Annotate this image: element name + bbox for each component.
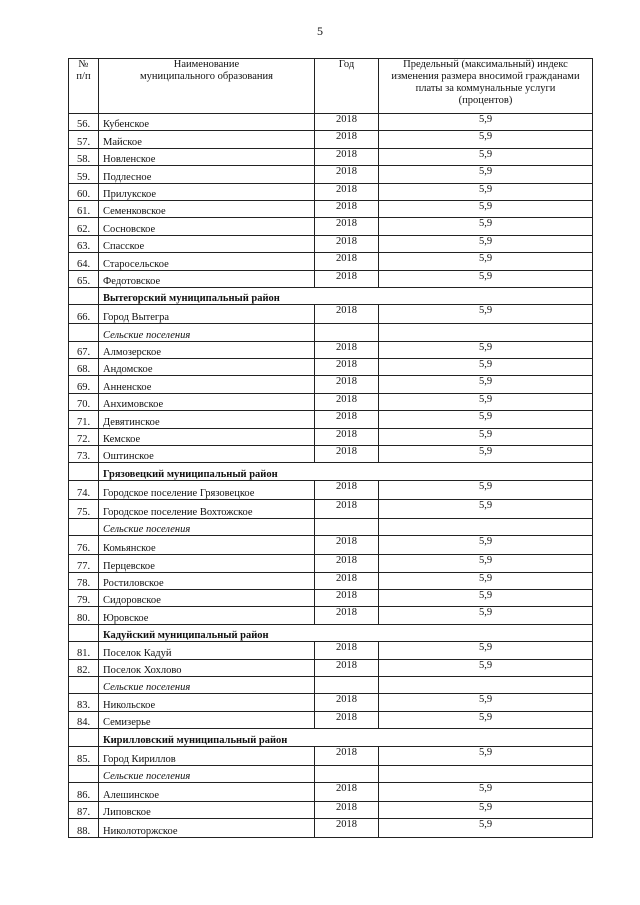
row-year: 2018 [315, 114, 379, 131]
table-row [69, 711, 593, 728]
table-row [69, 341, 593, 358]
row-number: 76. [69, 536, 99, 555]
row-name: Город Вытегра [99, 305, 315, 324]
row-index: 5,9 [379, 589, 593, 606]
row-year-empty [315, 324, 379, 341]
col-header-number [69, 59, 99, 114]
row-year: 2018 [315, 218, 379, 235]
row-year: 2018 [315, 148, 379, 165]
row-year: 2018 [315, 819, 379, 838]
row-index: 5,9 [379, 166, 593, 183]
district-heading-row [69, 624, 593, 641]
row-year: 2018 [315, 589, 379, 606]
row-name: Никольское [99, 694, 315, 711]
table-row [69, 428, 593, 445]
row-number-empty [69, 287, 99, 304]
row-number: 88. [69, 819, 99, 838]
row-number: 72. [69, 428, 99, 445]
table-row [69, 148, 593, 165]
row-number: 86. [69, 782, 99, 801]
subgroup-name: Сельские поселения [99, 518, 315, 535]
row-name: Город Кириллов [99, 746, 315, 765]
table-row [69, 694, 593, 711]
table-row [69, 499, 593, 518]
table-row [69, 536, 593, 555]
table-row [69, 359, 593, 376]
row-name: Николоторжское [99, 819, 315, 838]
row-index: 5,9 [379, 305, 593, 324]
row-year-empty [315, 765, 379, 782]
row-number: 85. [69, 746, 99, 765]
row-index-empty [379, 518, 593, 535]
row-index: 5,9 [379, 114, 593, 131]
table-row [69, 572, 593, 589]
table-row [69, 270, 593, 287]
row-name: Ростиловское [99, 572, 315, 589]
row-name: Спасское [99, 235, 315, 252]
row-year: 2018 [315, 183, 379, 200]
row-index: 5,9 [379, 694, 593, 711]
row-name: Семенковское [99, 200, 315, 217]
row-name: Поселок Кадуй [99, 642, 315, 659]
row-index: 5,9 [379, 200, 593, 217]
subgroup-name: Сельские поселения [99, 324, 315, 341]
row-number: 81. [69, 642, 99, 659]
row-name: Кубенское [99, 114, 315, 131]
row-name: Поселок Хохлово [99, 659, 315, 676]
table-header [69, 59, 593, 114]
row-year: 2018 [315, 305, 379, 324]
row-name: Майское [99, 131, 315, 148]
table-row [69, 480, 593, 499]
row-year: 2018 [315, 411, 379, 428]
row-year: 2018 [315, 428, 379, 445]
col-header-name-text: Наименование муниципального образования [140, 59, 273, 82]
row-number: 75. [69, 499, 99, 518]
row-number: 59. [69, 166, 99, 183]
row-year: 2018 [315, 131, 379, 148]
row-year: 2018 [315, 341, 379, 358]
row-index: 5,9 [379, 642, 593, 659]
row-name: Новленское [99, 148, 315, 165]
row-name: Кемское [99, 428, 315, 445]
row-number: 62. [69, 218, 99, 235]
row-year-empty [315, 518, 379, 535]
table-row [69, 183, 593, 200]
row-year: 2018 [315, 801, 379, 818]
table-row [69, 305, 593, 324]
row-index: 5,9 [379, 376, 593, 393]
row-year: 2018 [315, 376, 379, 393]
table-row [69, 659, 593, 676]
row-number-empty [69, 324, 99, 341]
row-year: 2018 [315, 253, 379, 270]
table-row [69, 166, 593, 183]
row-index-empty [379, 676, 593, 693]
row-year: 2018 [315, 711, 379, 728]
table-row [69, 801, 593, 818]
row-index: 5,9 [379, 711, 593, 728]
row-name: Анненское [99, 376, 315, 393]
row-index: 5,9 [379, 659, 593, 676]
row-index: 5,9 [379, 341, 593, 358]
row-name: Оштинское [99, 446, 315, 463]
row-year: 2018 [315, 393, 379, 410]
row-number-empty [69, 518, 99, 535]
col-header-number-text: № п/п [76, 59, 91, 82]
district-name: Вытегорский муниципальный район [99, 287, 593, 304]
table-row [69, 114, 593, 131]
row-year: 2018 [315, 607, 379, 624]
row-number-empty [69, 676, 99, 693]
col-header-index [379, 59, 593, 114]
row-year: 2018 [315, 572, 379, 589]
row-name: Алешинское [99, 782, 315, 801]
row-year: 2018 [315, 746, 379, 765]
row-number: 64. [69, 253, 99, 270]
district-heading-row [69, 287, 593, 304]
row-index: 5,9 [379, 270, 593, 287]
district-name: Кадуйский муниципальный район [99, 624, 593, 641]
row-name: Анхимовское [99, 393, 315, 410]
row-index: 5,9 [379, 536, 593, 555]
row-index: 5,9 [379, 572, 593, 589]
table-row [69, 746, 593, 765]
row-index: 5,9 [379, 480, 593, 499]
row-number: 60. [69, 183, 99, 200]
row-name: Перцевское [99, 555, 315, 572]
row-number: 80. [69, 607, 99, 624]
district-name: Грязовецкий муниципальный район [99, 463, 593, 480]
row-name: Юровское [99, 607, 315, 624]
row-index: 5,9 [379, 801, 593, 818]
row-number-empty [69, 765, 99, 782]
row-name: Прилукское [99, 183, 315, 200]
row-index: 5,9 [379, 359, 593, 376]
row-number: 67. [69, 341, 99, 358]
col-header-name [99, 59, 315, 114]
row-year: 2018 [315, 166, 379, 183]
row-name: Сосновское [99, 218, 315, 235]
row-year: 2018 [315, 359, 379, 376]
table-row [69, 782, 593, 801]
row-year: 2018 [315, 536, 379, 555]
row-index: 5,9 [379, 235, 593, 252]
col-header-year-text: Год [338, 59, 355, 70]
row-name: Алмозерское [99, 341, 315, 358]
header-row [69, 59, 593, 114]
table-row [69, 589, 593, 606]
row-number-empty [69, 463, 99, 480]
row-index: 5,9 [379, 446, 593, 463]
row-name: Андомское [99, 359, 315, 376]
row-year: 2018 [315, 200, 379, 217]
row-number: 66. [69, 305, 99, 324]
row-index: 5,9 [379, 746, 593, 765]
row-name: Старосельское [99, 253, 315, 270]
subgroup-heading-row [69, 324, 593, 341]
row-number: 57. [69, 131, 99, 148]
row-index: 5,9 [379, 218, 593, 235]
row-number: 56. [69, 114, 99, 131]
row-index: 5,9 [379, 131, 593, 148]
table-row [69, 253, 593, 270]
table-row [69, 642, 593, 659]
row-index: 5,9 [379, 499, 593, 518]
row-index: 5,9 [379, 393, 593, 410]
row-index: 5,9 [379, 819, 593, 838]
row-name: Подлесное [99, 166, 315, 183]
row-number: 73. [69, 446, 99, 463]
row-number: 68. [69, 359, 99, 376]
row-index-empty [379, 765, 593, 782]
tariff-index-table [68, 58, 593, 838]
row-number: 70. [69, 393, 99, 410]
row-index: 5,9 [379, 183, 593, 200]
district-heading-row [69, 729, 593, 746]
row-number: 87. [69, 801, 99, 818]
row-year: 2018 [315, 499, 379, 518]
row-year: 2018 [315, 446, 379, 463]
subgroup-heading-row [69, 518, 593, 535]
col-header-index-text: Предельный (максимальный) индекс изменения размера вносимой гражданами платы за коммунальные услуги (процентов) [391, 59, 580, 106]
row-name: Сидоровское [99, 589, 315, 606]
table-row [69, 607, 593, 624]
row-index: 5,9 [379, 555, 593, 572]
table-row [69, 235, 593, 252]
row-name: Федотовское [99, 270, 315, 287]
table-row [69, 446, 593, 463]
row-index: 5,9 [379, 607, 593, 624]
district-heading-row [69, 463, 593, 480]
row-number: 82. [69, 659, 99, 676]
table-row [69, 555, 593, 572]
row-index: 5,9 [379, 148, 593, 165]
row-index-empty [379, 324, 593, 341]
row-number: 78. [69, 572, 99, 589]
row-index: 5,9 [379, 782, 593, 801]
row-year: 2018 [315, 555, 379, 572]
table-row [69, 819, 593, 838]
row-year: 2018 [315, 480, 379, 499]
row-number: 79. [69, 589, 99, 606]
row-name: Девятинское [99, 411, 315, 428]
table-row [69, 376, 593, 393]
table-body [69, 114, 593, 838]
row-number: 71. [69, 411, 99, 428]
row-year: 2018 [315, 270, 379, 287]
row-number: 58. [69, 148, 99, 165]
row-name: Комьянское [99, 536, 315, 555]
subgroup-heading-row [69, 765, 593, 782]
row-number: 77. [69, 555, 99, 572]
row-name: Городское поселение Вохтожское [99, 499, 315, 518]
table-row [69, 411, 593, 428]
row-number-empty [69, 729, 99, 746]
district-name: Кирилловский муниципальный район [99, 729, 593, 746]
row-name: Липовское [99, 801, 315, 818]
row-year: 2018 [315, 642, 379, 659]
row-name: Городское поселение Грязовецкое [99, 480, 315, 499]
row-index: 5,9 [379, 253, 593, 270]
row-year: 2018 [315, 235, 379, 252]
row-number: 69. [69, 376, 99, 393]
row-year: 2018 [315, 694, 379, 711]
table-row [69, 393, 593, 410]
table-row [69, 218, 593, 235]
row-year: 2018 [315, 659, 379, 676]
row-year: 2018 [315, 782, 379, 801]
row-number: 74. [69, 480, 99, 499]
subgroup-heading-row [69, 676, 593, 693]
row-number: 83. [69, 694, 99, 711]
row-number: 65. [69, 270, 99, 287]
page-number: 5 [317, 24, 323, 38]
row-number-empty [69, 624, 99, 641]
row-year-empty [315, 676, 379, 693]
row-number: 63. [69, 235, 99, 252]
row-name: Семизерье [99, 711, 315, 728]
subgroup-name: Сельские поселения [99, 765, 315, 782]
row-index: 5,9 [379, 411, 593, 428]
table-row [69, 131, 593, 148]
row-index: 5,9 [379, 428, 593, 445]
row-number: 61. [69, 200, 99, 217]
subgroup-name: Сельские поселения [99, 676, 315, 693]
table-row [69, 200, 593, 217]
row-number: 84. [69, 711, 99, 728]
col-header-year [315, 59, 379, 114]
